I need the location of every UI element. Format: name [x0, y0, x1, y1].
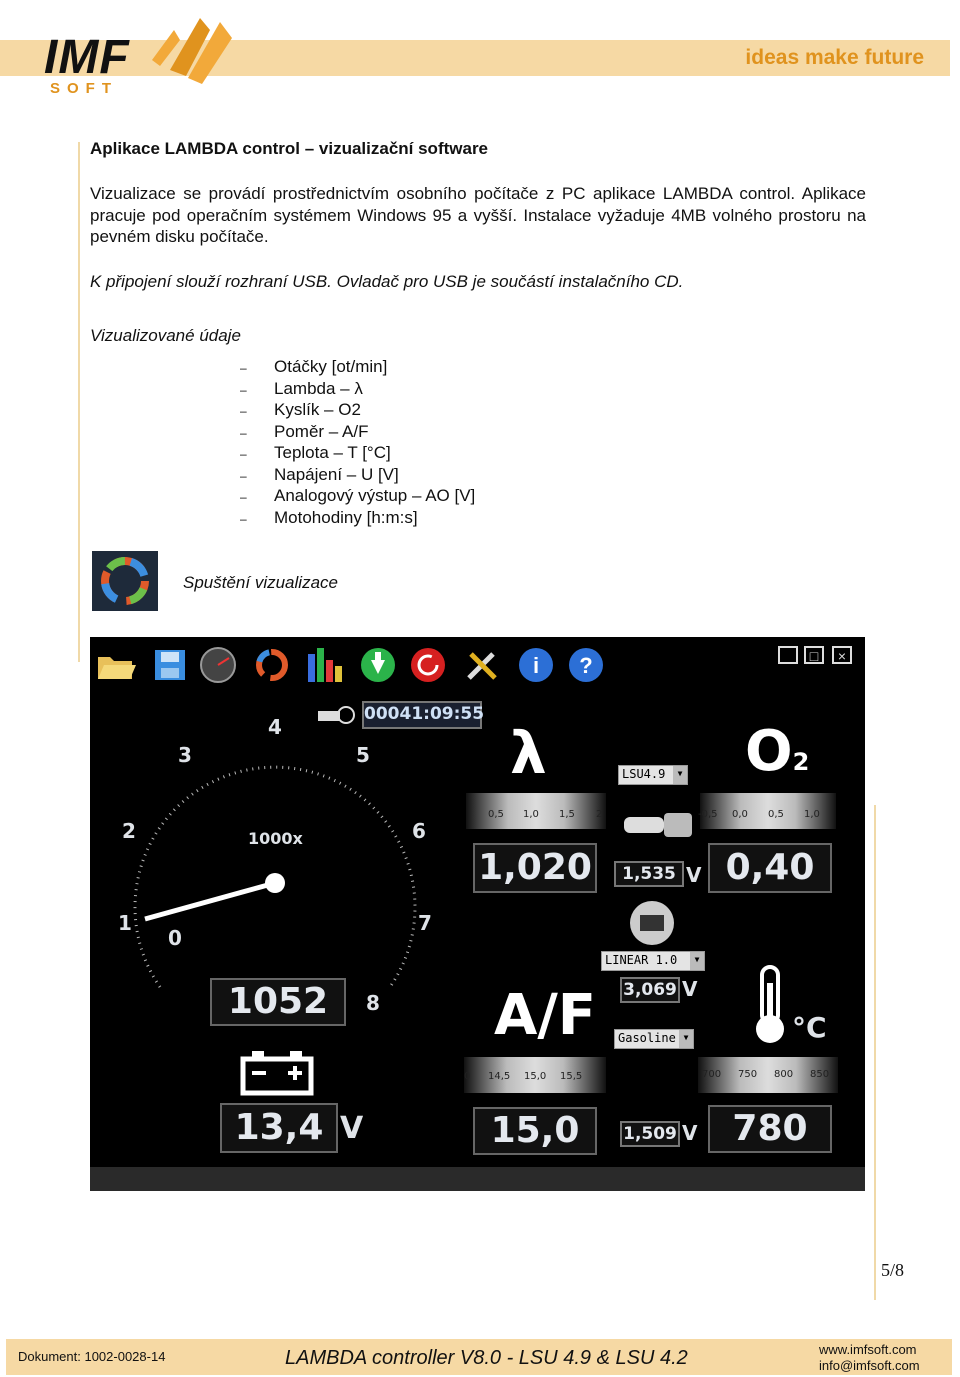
o2-scale — [700, 793, 836, 829]
temp-unit: °C — [792, 1011, 827, 1044]
tools-icon[interactable] — [462, 645, 502, 685]
bar-chart-icon[interactable] — [306, 645, 346, 685]
list-item: – Napájení – U [V] — [240, 464, 399, 484]
footer-email[interactable]: info@imfsoft.com — [819, 1358, 920, 1373]
margin-rule-left — [78, 142, 80, 662]
launch-caption: Spuštění vizualizace — [183, 573, 338, 592]
scale-label: 1,5 — [559, 809, 575, 820]
close-button[interactable]: × — [832, 646, 852, 664]
output-voltage-display: 3,069 — [620, 977, 680, 1003]
rpm-tick-label: 3 — [178, 743, 192, 767]
scale-label: 0,5 — [768, 809, 784, 820]
rpm-gauge — [110, 707, 440, 1017]
chevron-down-icon: ▼ — [679, 1030, 693, 1048]
o2-display: 0,40 — [708, 843, 832, 893]
list-item: – Poměr – A/F — [240, 421, 369, 441]
voltage-unit: V — [340, 1111, 364, 1146]
logo-text: IMF — [44, 31, 130, 84]
output-mode-value: LINEAR 1.0 — [605, 953, 678, 967]
scale-label: 2 — [596, 809, 603, 820]
reset-icon[interactable] — [408, 645, 448, 685]
voltage-display: 13,4 — [220, 1103, 338, 1153]
rpm-needle-hub — [265, 873, 285, 893]
scale-label: -0,5 — [698, 809, 718, 820]
scale-label: 750 — [738, 1069, 758, 1080]
scale-label: 1,0 — [523, 809, 539, 820]
footer-contact — [819, 1342, 920, 1374]
data-list — [240, 356, 475, 528]
temp-scale — [698, 1057, 838, 1093]
list-item: – Teplota – T [°C] — [240, 443, 391, 462]
list-item: – Lambda – λ — [240, 378, 363, 398]
rpm-tick-label: 5 — [356, 743, 370, 767]
fuel-type-value: Gasoline — [618, 1031, 676, 1045]
save-icon[interactable] — [150, 645, 190, 685]
rpm-tick-label: 1 — [118, 911, 132, 935]
app-toolbar — [90, 637, 865, 693]
o2-symbol — [745, 719, 809, 784]
o2-subscript: 2 — [792, 748, 810, 776]
sensor-type-value: LSU4.9 — [622, 767, 666, 781]
sensor-type-select[interactable] — [618, 765, 688, 785]
gauge-icon[interactable] — [198, 645, 238, 685]
svg-text:i: i — [532, 653, 540, 678]
chevron-down-icon: ▼ — [690, 952, 704, 970]
download-icon[interactable] — [358, 645, 398, 685]
scale-label: 15,5 — [560, 1071, 583, 1082]
sensor-voltage-display: 1,535 — [614, 861, 684, 887]
sensor-voltage-unit: V — [686, 863, 702, 887]
engine-hours-display: 00041:09:55 — [362, 701, 482, 729]
logo-flame-icon — [140, 0, 240, 100]
rpm-needle — [145, 883, 275, 919]
launch-app-icon[interactable] — [92, 551, 158, 611]
refresh-cycle-icon[interactable] — [252, 645, 292, 685]
logo-subtext: SOFT — [50, 80, 118, 97]
scale-label: 15,0 — [524, 1071, 547, 1082]
output-mode-select[interactable] — [601, 951, 705, 971]
rpm-tick-label: 0 — [168, 926, 182, 950]
svg-text:?: ? — [579, 653, 593, 678]
footer-title: LAMBDA controller V8.0 - LSU 4.9 & LSU 4.2 — [285, 1347, 688, 1369]
controller-device-icon — [626, 899, 678, 947]
footer-website[interactable]: www.imfsoft.com — [819, 1342, 917, 1357]
app-status-strip — [90, 1167, 865, 1191]
rpm-multiplier: 1000x — [248, 829, 303, 848]
scale-label: 850 — [810, 1069, 830, 1080]
lambda-sensor-icon — [620, 805, 696, 845]
rpm-tick-label: 2 — [122, 819, 136, 843]
rpm-tick-label: 6 — [412, 819, 426, 843]
af-scale — [464, 1057, 606, 1093]
intro-paragraph: Vizualizace se provádí prostřednictvím osobního počítače z PC aplikace LAMBDA control. Aplikace pracuje pod operačním systémem Windows 95 a vyšší. Instalace vyžaduje 4MB volného prostoru na pevném disku počítače. — [90, 184, 866, 246]
af-voltage-display: 1,509 — [620, 1121, 680, 1147]
maximize-button[interactable]: □ — [804, 646, 824, 664]
rpm-tick-label: 8 — [366, 991, 380, 1015]
list-item: – Analogový výstup – AO [V] — [240, 486, 476, 505]
list-item: – Motohodiny [h:m:s] — [240, 507, 418, 527]
open-folder-icon[interactable] — [96, 645, 136, 685]
app-window — [90, 637, 865, 1191]
af-voltage-unit: V — [682, 1121, 698, 1145]
output-voltage-unit: V — [682, 977, 698, 1001]
battery-icon — [240, 1049, 316, 1097]
rpm-tick-label: 4 — [268, 715, 282, 739]
lambda-symbol: λ — [510, 719, 547, 787]
scale-label: 700 — [702, 1069, 722, 1080]
scale-label: 800 — [774, 1069, 794, 1080]
fuel-type-select[interactable] — [614, 1029, 694, 1049]
footer-document-id: Dokument: 1002-0028-14 — [18, 1349, 166, 1364]
scale-label: 1,0 — [804, 809, 820, 820]
af-display: 15,0 — [473, 1107, 597, 1155]
data-heading: Vizualizované údaje — [90, 326, 241, 345]
margin-rule-right — [874, 805, 876, 1300]
section-title: Aplikace LAMBDA control – vizualizační software — [90, 139, 489, 158]
help-icon[interactable] — [566, 645, 606, 685]
rpm-tick-label: 7 — [418, 911, 432, 935]
thermometer-icon — [748, 963, 792, 1047]
scale-label: 14,5 — [488, 1071, 511, 1082]
af-symbol: A/F — [494, 983, 597, 1048]
lambda-scale — [466, 793, 606, 829]
scale-label: 0,0 — [732, 809, 748, 820]
temp-display: 780 — [708, 1105, 832, 1153]
usb-paragraph: K připojení slouží rozhraní USB. Ovladač pro USB je součástí instalačního CD. — [90, 272, 684, 291]
list-item: – Kyslík – O2 — [240, 400, 361, 419]
chevron-down-icon: ▼ — [673, 766, 687, 784]
scale-label: 0,5 — [488, 809, 504, 820]
page-number: 5/8 — [881, 1260, 905, 1280]
list-item: – Otáčky [ot/min] — [240, 357, 388, 376]
tagline: ideas make future — [745, 46, 924, 69]
info-icon[interactable] — [516, 645, 556, 685]
lambda-display: 1,020 — [473, 843, 597, 893]
scale-label: 0 — [464, 1071, 471, 1082]
rpm-display: 1052 — [210, 978, 346, 1026]
o2-symbol-text: O — [745, 719, 793, 784]
minimize-button[interactable]: _ — [778, 646, 798, 664]
